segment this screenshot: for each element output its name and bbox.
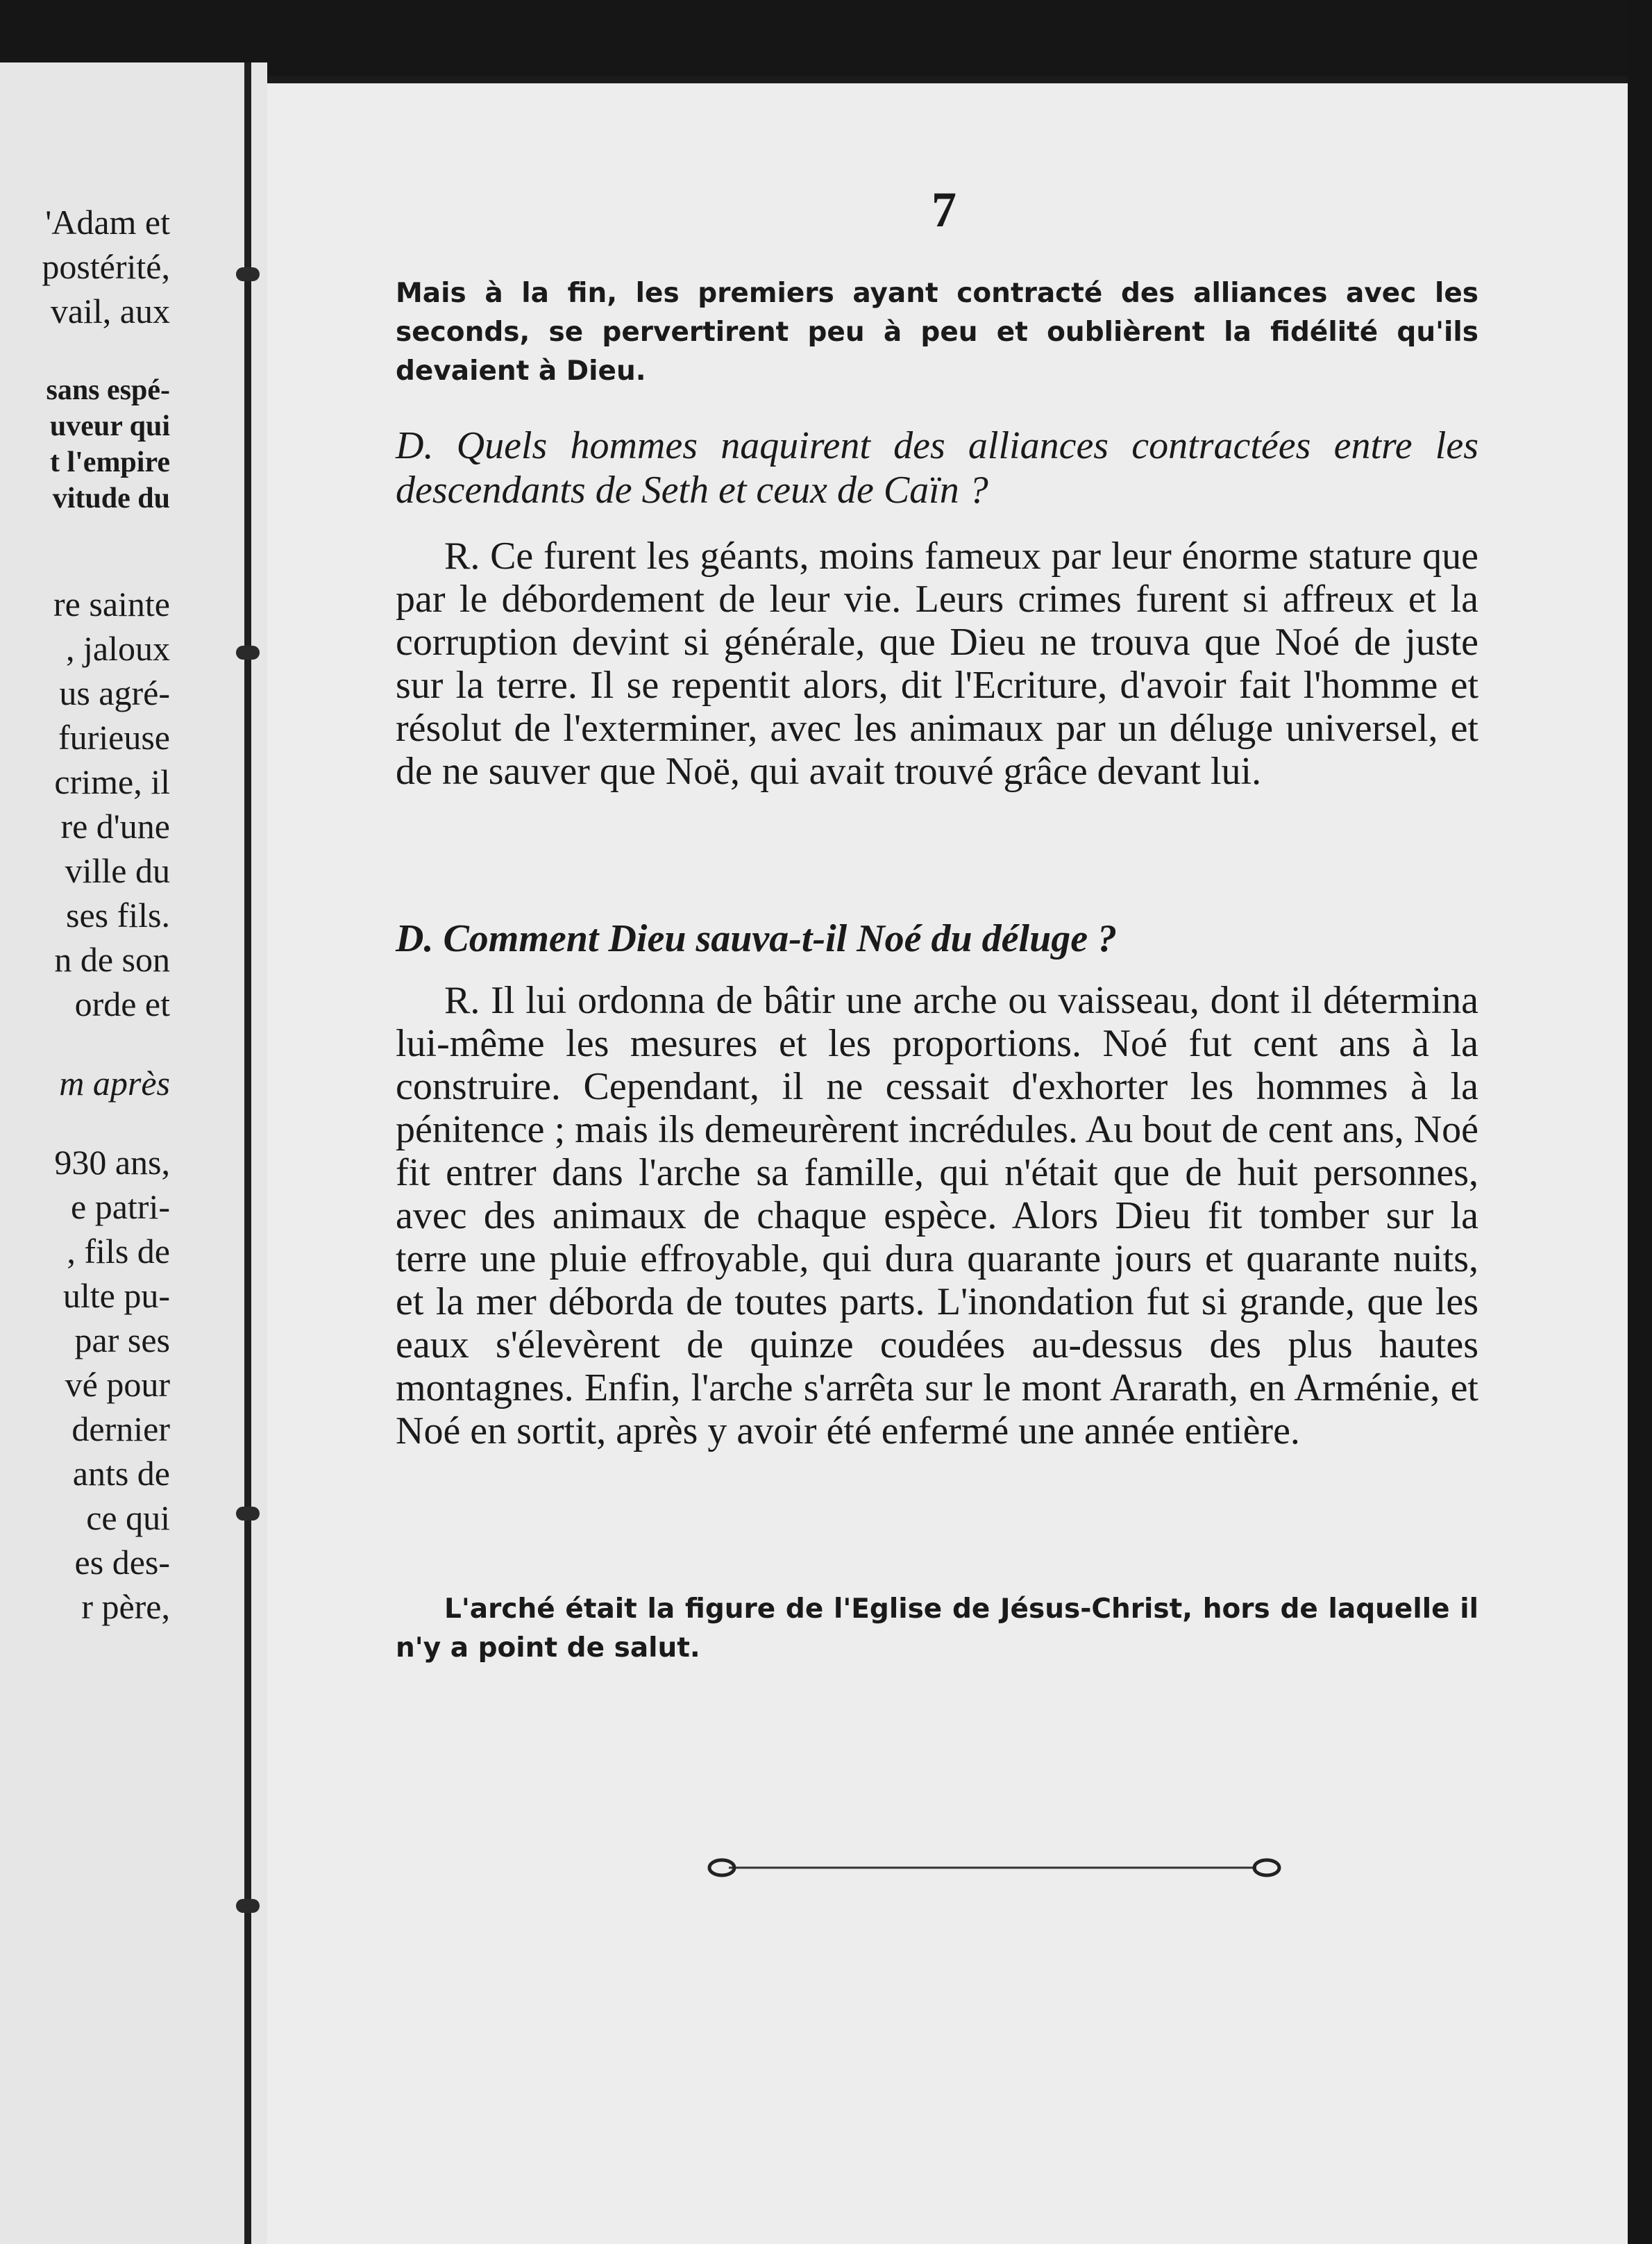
left-page-line: 'Adam et: [45, 203, 170, 242]
answer-text: R. Ce furent les géants, moins fameux par leur énorme stature que par le débordement de leur vie. Leurs crimes furent si affreux et la corruption devint si générale, que Dieu ne trouva que Noé de juste sur la terre. Il se repentit alors, dit l'Ecriture, d'avoir fait l'homme et résolut de l'exterminer, avec les animaux par un déluge universel, et de ne sauver que Noë, qui avait trouvé grâce devant lui.: [396, 535, 1478, 793]
ornamental-divider: [701, 1850, 1291, 1885]
left-page-line: ville du: [65, 851, 170, 890]
left-page-line: vail, aux: [50, 292, 170, 330]
left-page-line: vitude du: [52, 483, 170, 514]
left-page-line: orde et: [74, 985, 170, 1023]
book-spine: [244, 62, 251, 2244]
left-page-line: dernier: [71, 1409, 170, 1448]
left-page-line: , fils de: [67, 1232, 170, 1271]
scan-right-border: [1628, 0, 1652, 2244]
left-page-line: t l'empire: [49, 446, 170, 478]
left-page-line: ce qui: [86, 1498, 170, 1537]
left-page-line: m après: [59, 1064, 170, 1103]
left-page-line: uveur qui: [49, 410, 170, 442]
binding-thread: [236, 267, 260, 281]
closing-note: L'arché était la figure de l'Eglise de Jésus-Christ, hors de laquelle il n'y a point de salut.: [396, 1593, 1478, 1664]
question-heading: D. Comment Dieu sauva-t-il Noé du déluge ?: [396, 917, 1118, 960]
left-page-line: n de son: [54, 940, 170, 979]
left-page-line: ulte pu-: [62, 1276, 170, 1315]
answer-paragraph: [396, 979, 1478, 1452]
question-heading: D. Quels hommes naquirent des alliances contractées entre les descendants de Seth et ceux de Caïn ?: [396, 424, 1478, 512]
left-page-line: re d'une: [60, 807, 170, 846]
left-page-line: , jaloux: [66, 629, 170, 668]
left-page-line: es des-: [74, 1543, 170, 1582]
intro-note: Mais à la fin, les premiers ayant contracté des alliances avec les seconds, se pervertirent peu à peu et oublièrent la fidélité qu'ils devaient à Dieu.: [396, 278, 1478, 387]
answer-text: R. Il lui ordonna de bâtir une arche ou vaisseau, dont il détermina lui-même les mesures et les proportions. Noé fut cent ans à la construire. Cependant, il ne cessait d'exhorter les hommes à la pénitence ; mais ils demeurèrent incrédules. Au bout de cent ans, Noé fit entrer dans l'arche sa famille, qui n'était que de huit personnes, avec des animaux de chaque espèce. Alors Dieu fit tomber sur la terre une pluie effroyable, qui dura quarante jours et quarante nuits, et la mer déborda de toutes parts. L'inondation fut si grande, que les eaux s'élevèrent de quinze coudées au-dessus des plus hautes montagnes. Enfin, l'arche s'arrêta sur le mont Ararath, en Arménie, et Noé en sortit, après y avoir été enfermé une année entière.: [396, 979, 1478, 1452]
left-page-line: 930 ans,: [54, 1143, 170, 1182]
left-page-line: r père,: [81, 1587, 170, 1626]
left-page-line: ses fils.: [66, 896, 170, 935]
left-page: [0, 62, 267, 2244]
left-page-line: furieuse: [58, 718, 170, 757]
answer-paragraph: [396, 535, 1478, 793]
binding-thread: [236, 646, 260, 660]
left-page-line: postérité,: [42, 247, 170, 286]
left-page-line: e patri-: [71, 1187, 170, 1226]
left-page-line: par ses: [74, 1321, 170, 1359]
binding-thread: [236, 1507, 260, 1521]
left-page-line: us agré-: [59, 673, 170, 712]
left-page-line: crime, il: [54, 762, 170, 801]
binding-thread: [236, 1899, 260, 1913]
left-page-line: ants de: [72, 1454, 170, 1493]
page-number: 7: [932, 182, 956, 237]
left-page-line: vé pour: [65, 1365, 170, 1404]
left-page-line: re sainte: [53, 585, 170, 623]
left-page-line: sans espé-: [46, 374, 170, 406]
